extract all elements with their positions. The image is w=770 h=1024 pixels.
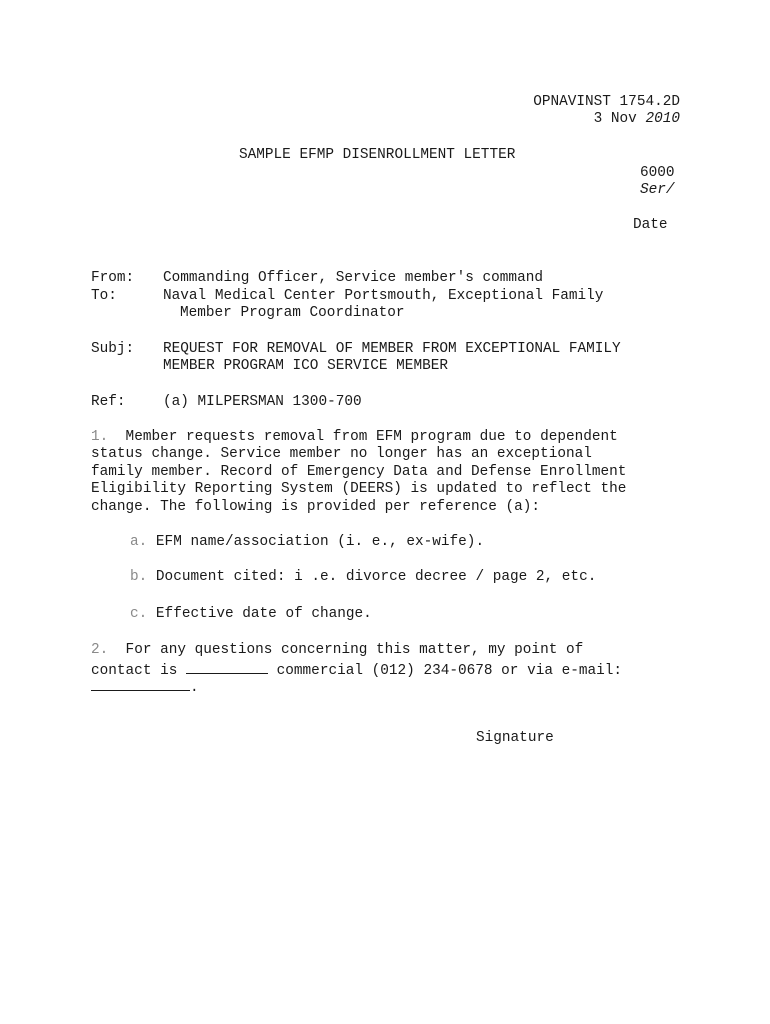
issue-date [594,111,680,128]
from-value: Commanding Officer, Service member's command [163,270,543,286]
instruction-number: OPNAVINST 1754.2D [533,94,680,110]
para1-line2: status change. Service member no longer has an exceptional [91,446,592,462]
para2-number: 2. [91,642,109,658]
subj-line1: REQUEST FOR REMOVAL OF MEMBER FROM EXCEPTIONAL FAMILY [163,341,621,357]
ref-label: Ref: [91,394,126,410]
poc-name-blank [186,660,268,674]
para2-line1 [91,642,583,659]
serial-number: Ser/ [640,182,675,198]
item-a [130,534,484,551]
para2-text-line1: For any questions concerning this matter, my point of [108,642,584,658]
from-label: From: [91,270,135,286]
para1-line3: family member. Record of Emergency Data and Defense Enrollment [91,464,627,480]
para1-line1 [91,429,618,446]
email-blank [91,677,190,691]
date-field: Date [633,217,668,233]
item-b-text: Document cited: i .e. divorce decree / page 2, etc. [147,569,597,585]
issue-date-year: 2010 [645,111,680,127]
para1-text-line1: Member requests removal from EFM program due to dependent [108,429,618,445]
para2-line3 [91,677,199,697]
letter-title: SAMPLE EFMP DISENROLLMENT LETTER [239,147,516,163]
para1-line5: change. The following is provided per reference (a): [91,499,541,515]
subj-label: Subj: [91,341,135,357]
signature-line: Signature [476,730,554,746]
para1-line4: Eligibility Reporting System (DEERS) is updated to reflect the [91,481,627,497]
item-c-text: Effective date of change. [147,606,372,622]
to-label: To: [91,288,117,304]
item-c-letter: c. [130,606,148,622]
ref-value: (a) MILPERSMAN 1300-700 [163,394,362,410]
para2-line3-period: . [190,680,199,696]
ssic-code: 6000 [640,165,675,181]
subj-line2: MEMBER PROGRAM ICO SERVICE MEMBER [163,358,448,374]
item-b-letter: b. [130,569,148,585]
item-b [130,569,596,586]
issue-date-day-month: 3 Nov [593,111,646,127]
para2-text-after-blank: commercial (012) 234-0678 or via e-mail: [268,663,623,679]
item-c [130,606,372,623]
to-value-line1: Naval Medical Center Portsmouth, Exceptional Family [163,288,604,304]
item-a-text: EFM name/association (i. e., ex-wife). [147,534,485,550]
para1-number: 1. [91,429,109,445]
item-a-letter: a. [130,534,148,550]
to-value-line2: Member Program Coordinator [180,305,405,321]
para2-text-before-blank: contact is [91,663,186,679]
